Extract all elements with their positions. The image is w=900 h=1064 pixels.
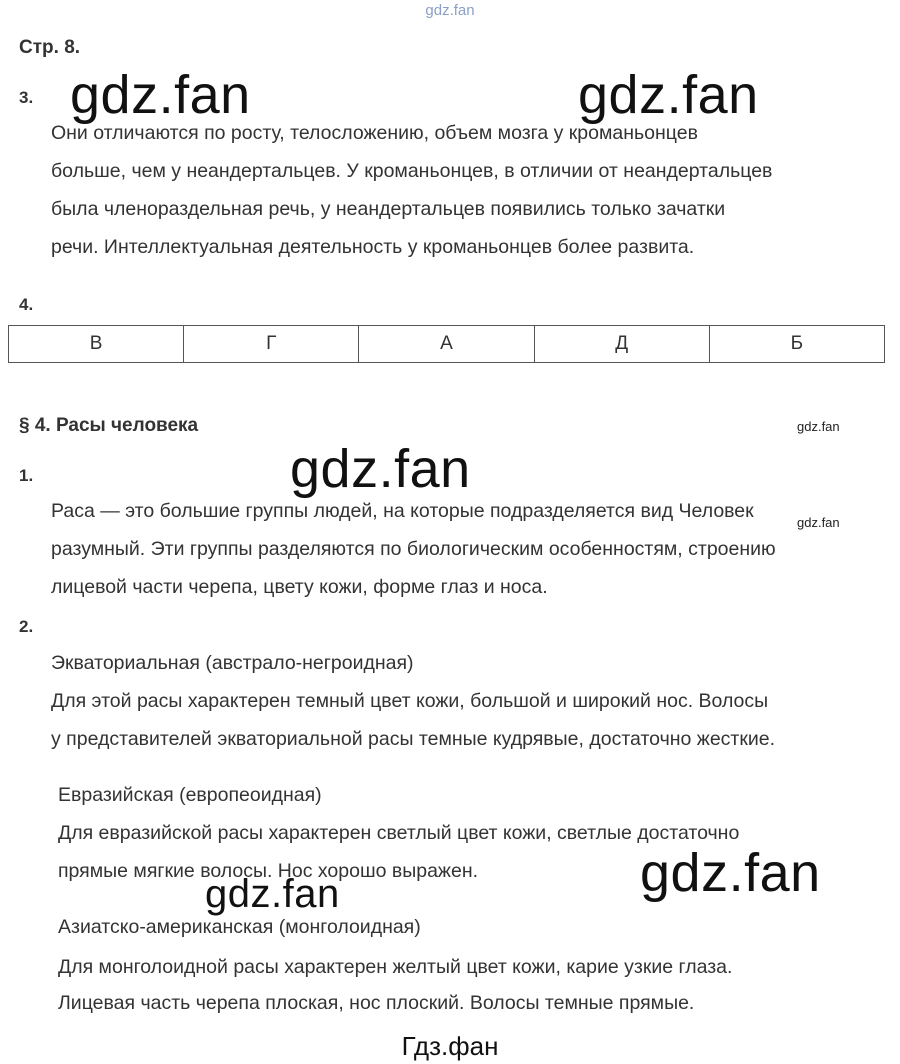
equatorial-line-2: у представителей экваториальной расы темные кудрявые, достаточно жесткие.: [51, 728, 776, 750]
watermark-large-5: gdz.fan: [205, 872, 340, 916]
q3-line-3: была членораздельная речь, у неандертальцев появились только зачатки: [51, 198, 726, 220]
question-number-4: 4.: [19, 295, 34, 314]
s1-line-2: разумный. Эти группы разделяются по биологическим особенностям, строению: [51, 538, 776, 560]
answer-cell-4: Д: [534, 326, 709, 363]
answer-cell-1: В: [9, 326, 184, 363]
table-row: [9, 326, 885, 363]
answer-cell-2: Г: [184, 326, 359, 363]
section-question-number-1: 1.: [19, 466, 34, 485]
watermark-small-2: gdz.fan: [797, 515, 840, 530]
equatorial-line-1: Для этой расы характерен темный цвет кожи, большой и широкий нос. Волосы: [51, 690, 769, 712]
eurasian-title: Евразийская (европеоидная): [58, 784, 322, 806]
page-title: Стр. 8.: [19, 37, 81, 58]
asian-american-title: Азиатско-американская (монголоидная): [58, 916, 421, 938]
q3-line-1: Они отличаются по росту, телосложению, объем мозга у кроманьонцев: [51, 122, 698, 144]
section-title: § 4. Расы человека: [19, 415, 199, 436]
watermark-small-1: gdz.fan: [797, 419, 840, 434]
watermark-large-1: gdz.fan: [70, 65, 251, 125]
footer-watermark: Гдз.фан: [401, 1031, 499, 1061]
watermark-large-4: gdz.fan: [640, 843, 821, 903]
eurasian-line-2: прямые мягкие волосы. Нос хорошо выражен.: [58, 860, 479, 882]
watermark-top: gdz.fan: [425, 2, 475, 19]
watermark-large-3: gdz.fan: [290, 439, 471, 499]
answer-cell-5: Б: [709, 326, 884, 363]
answer-cell-3: А: [359, 326, 534, 363]
answer-table: [8, 325, 885, 363]
q3-line-2: больше, чем у неандертальцев. У кроманьонцев, в отличии от неандертальцев: [51, 160, 773, 182]
q3-line-4: речи. Интеллектуальная деятельность у кроманьонцев более развита.: [51, 236, 695, 258]
equatorial-title: Экваториальная (австрало-негроидная): [51, 652, 414, 674]
s1-line-3: лицевой части черепа, цвету кожи, форме глаз и носа.: [51, 576, 548, 598]
watermark-large-2: gdz.fan: [578, 65, 759, 125]
eurasian-line-1: Для евразийской расы характерен светлый цвет кожи, светлые достаточно: [58, 822, 740, 844]
question-number-3: 3.: [19, 88, 34, 107]
asian-american-line-2: Лицевая часть черепа плоская, нос плоский. Волосы темные прямые.: [58, 992, 695, 1014]
asian-american-line-1: Для монголоидной расы характерен желтый цвет кожи, карие узкие глаза.: [58, 956, 733, 978]
section-question-number-2: 2.: [19, 617, 34, 636]
s1-line-1: Раса — это большие группы людей, на которые подразделяется вид Человек: [51, 500, 754, 522]
